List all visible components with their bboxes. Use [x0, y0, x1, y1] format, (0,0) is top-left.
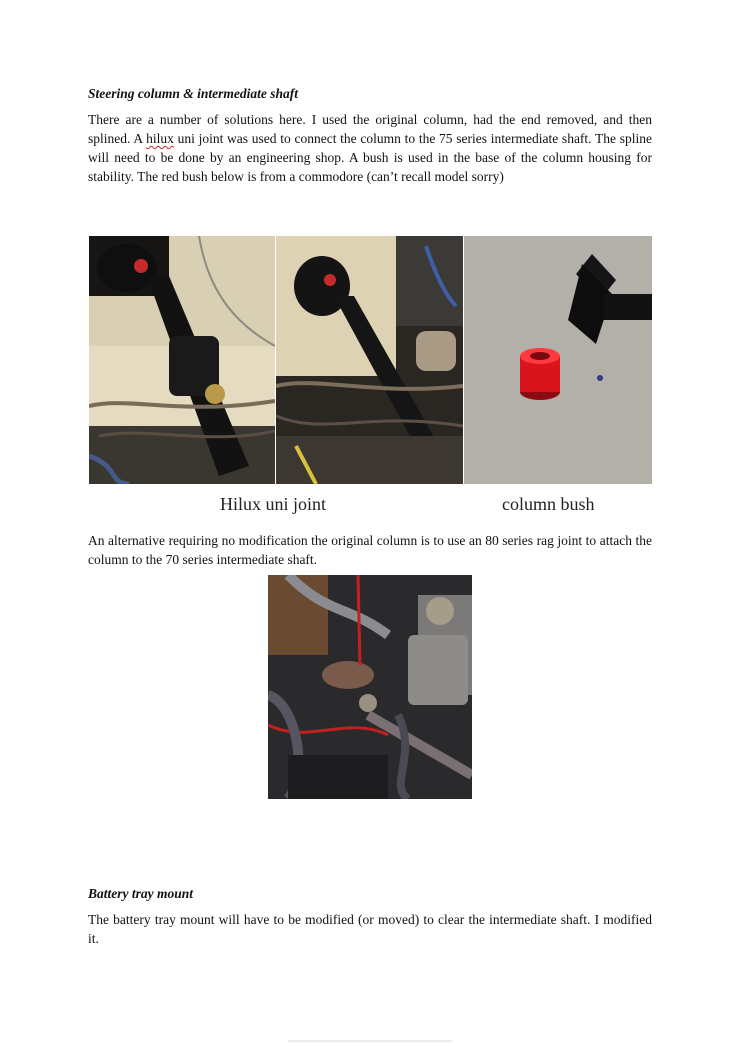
- steering-section-heading: Steering column & intermediate shaft: [88, 86, 299, 101]
- uni-joint-caption: Hilux uni joint: [220, 494, 327, 514]
- uni-joint-photo-1: [89, 236, 275, 484]
- column-bush-photo: [464, 236, 652, 484]
- paragraph-text-start: There are a number of solutions here. I used the original column, had the end removed, and then splined. A: [88, 112, 652, 146]
- spellcheck-flagged-word: hilux: [146, 131, 174, 146]
- battery-section-heading: Battery tray mount: [88, 886, 194, 901]
- battery-section-paragraph: The battery tray mount will have to be modified (or moved) to clear the intermediate shaft. I modified it.: [88, 912, 652, 946]
- rag-joint-paragraph: An alternative requiring no modification the original column is to use an 80 series rag joint to attach the column to the 70 series intermediate shaft.: [88, 533, 652, 567]
- rag-joint-photo: [268, 575, 472, 799]
- uni-joint-photo-2: [276, 236, 463, 484]
- steering-section-paragraph: [88, 110, 652, 186]
- column-bush-caption: column bush: [502, 494, 595, 514]
- page-footer-divider: [288, 1040, 452, 1042]
- paragraph-text-end: uni joint was used to connect the column to the 75 series intermediate shaft. The spline will need to be done by an engineering shop. A bush is used in the base of the column housing for stability. The red bush below is from a commodore (can’t recall model sorry): [88, 131, 652, 184]
